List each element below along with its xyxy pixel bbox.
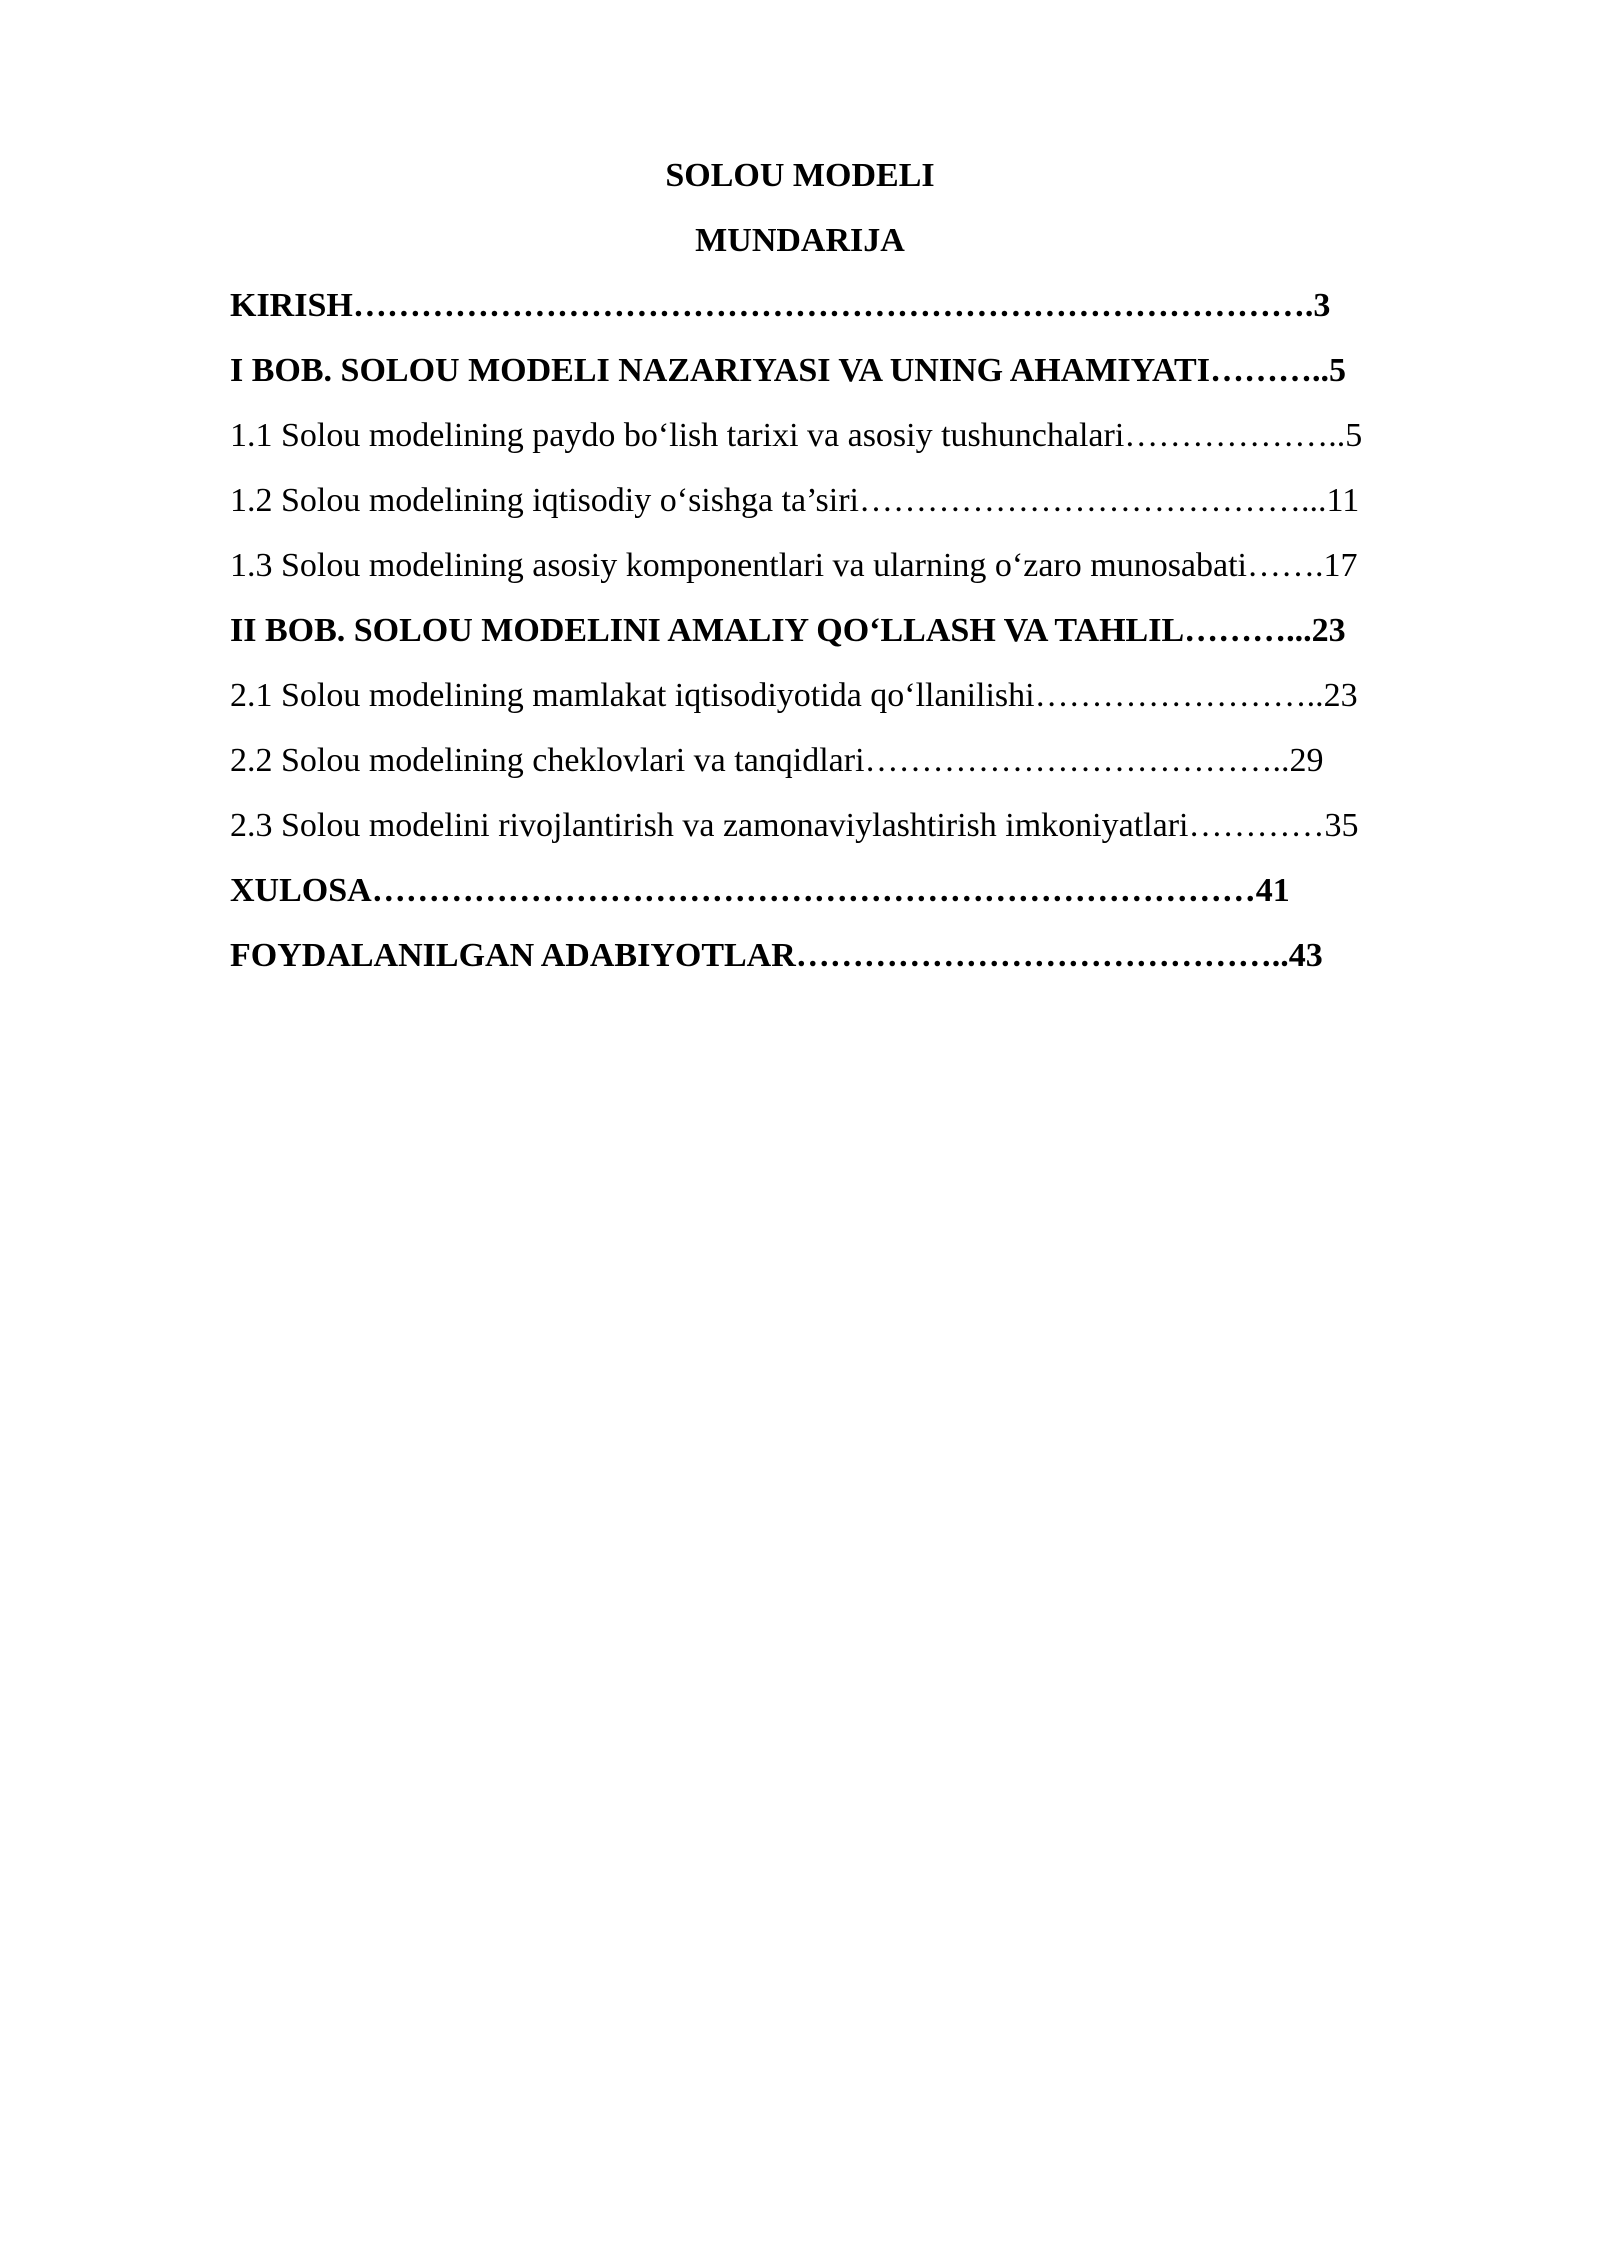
- toc-entry-section-1-3: [230, 545, 1495, 610]
- toc-entry-text: KIRISH………………………………………………………………………….3: [230, 287, 1331, 324]
- toc-entry-section-2-3: [230, 805, 1495, 870]
- toc-entry-chapter-1: [230, 350, 1495, 415]
- table-of-contents: [230, 285, 1495, 1000]
- toc-entry-introduction: [230, 285, 1495, 350]
- toc-entry-text: I BOB. SOLOU MODELI NAZARIYASI VA UNING AHAMIYATI………..5: [230, 352, 1346, 389]
- toc-entry-text: XULOSA……………………………………………………………………41: [230, 872, 1290, 909]
- toc-entry-text: 2.1 Solou modelining mamlakat iqtisodiyotida qo‘llanilishi……………………..23: [230, 677, 1358, 714]
- table-of-contents-heading: MUNDARIJA: [695, 222, 905, 259]
- toc-entry-references: [230, 935, 1495, 1000]
- toc-entry-text: 2.3 Solou modelini rivojlantirish va zamonaviylashtirish imkoniyatlari…………35: [230, 807, 1359, 844]
- toc-entry-section-2-1: [230, 675, 1495, 740]
- toc-entry-section-1-1: [230, 415, 1495, 480]
- toc-entry-section-2-2: [230, 740, 1495, 805]
- toc-entry-text: II BOB. SOLOU MODELINI AMALIY QO‘LLASH VA TAHLIL………...23: [230, 612, 1346, 649]
- toc-entry-text: 1.3 Solou modelining asosiy komponentlari va ularning o‘zaro munosabati…….17: [230, 547, 1358, 584]
- toc-entry-text: FOYDALANILGAN ADABIYOTLAR……………………………………..43: [230, 937, 1323, 974]
- toc-entry-text: 1.1 Solou modelining paydo bo‘lish tarixi va asosiy tushunchalari………………..5: [230, 417, 1363, 454]
- toc-entry-chapter-2: [230, 610, 1495, 675]
- toc-entry-conclusion: [230, 870, 1495, 935]
- toc-entry-text: 2.2 Solou modelining cheklovlari va tanqidlari………………………………..29: [230, 742, 1324, 779]
- toc-entry-text: 1.2 Solou modelining iqtisodiy o‘sishga ta’siri…………………………………...11: [230, 482, 1360, 519]
- document-title: SOLOU MODELI: [665, 157, 935, 194]
- toc-entry-section-1-2: [230, 480, 1495, 545]
